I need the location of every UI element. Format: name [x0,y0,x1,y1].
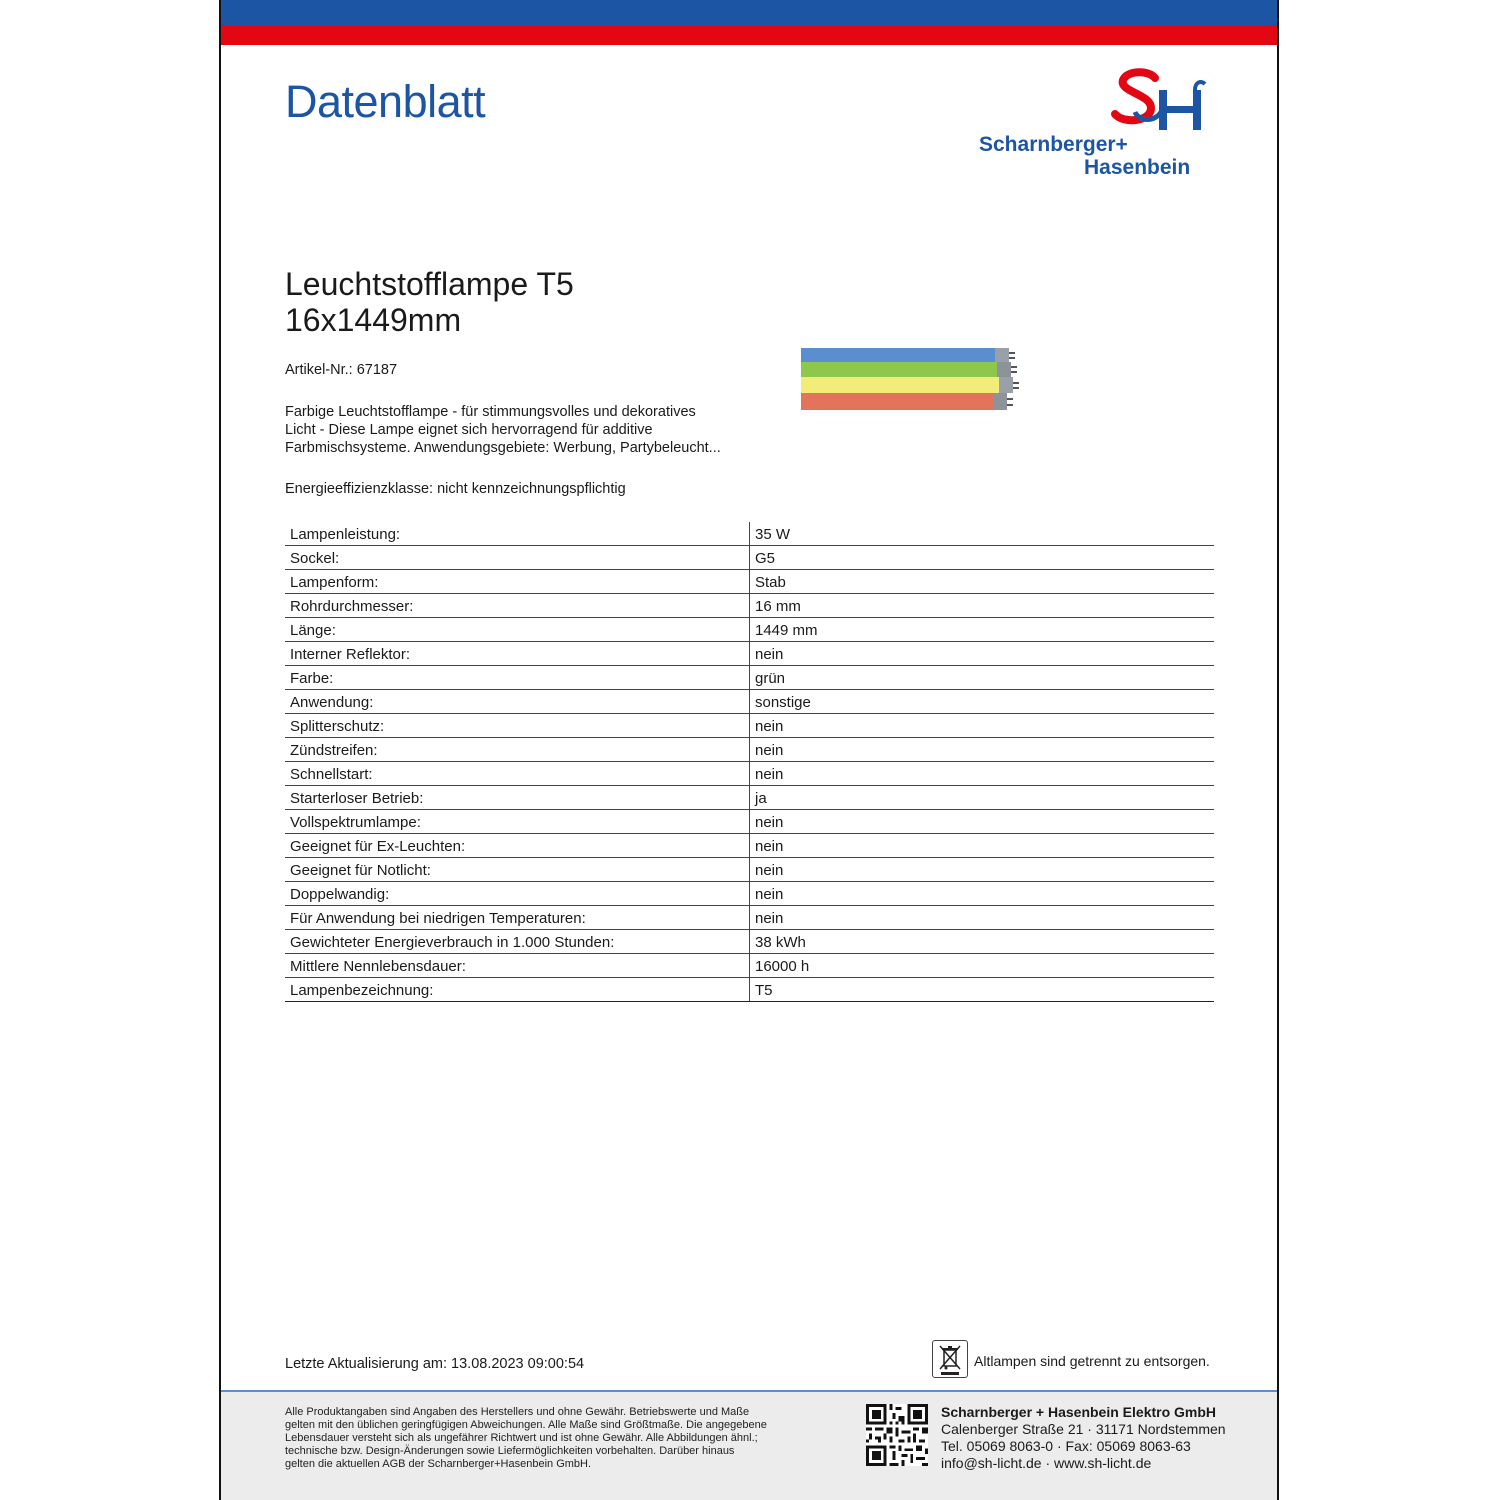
spec-row [285,762,1214,786]
spec-value: nein [750,642,1215,666]
datasheet-page [219,0,1279,1500]
spec-key: Farbe: [285,666,750,690]
spec-value: nein [750,906,1215,930]
company-phone: Tel. 05069 8063-0 · Fax: 05069 8063-63 [941,1438,1191,1454]
spec-value: nein [750,882,1215,906]
spec-row [285,594,1214,618]
disclaimer-line: Lebensdauer versteht sich als ungefährer Richtwert und ist ohne Gewähr. Alle Abbildungen ähnl.; [285,1432,758,1444]
spec-key: Vollspektrumlampe: [285,810,750,834]
disclaimer-line: gelten die aktuellen AGB der Scharnberger+Hasenbein GmbH. [285,1458,592,1470]
article-number: Artikel-Nr.: 67187 [285,362,398,378]
header-stripe-blue [221,0,1277,25]
document-title: Datenblatt [285,76,486,127]
company-address: Calenberger Straße 21 · 31171 Nordstemmen [941,1421,1226,1437]
spec-value: ja [750,786,1215,810]
spec-key: Länge: [285,618,750,642]
spec-row [285,834,1214,858]
company-logo [979,68,1219,184]
spec-row [285,738,1214,762]
spec-value: 1449 mm [750,618,1215,642]
logo-text-line2: Hasenbein [1084,156,1191,179]
disclaimer-line: gelten mit den üblichen geringfügigen Abweichungen. Alle Maße sind Größtmaße. Die angegebene [285,1419,767,1431]
product-title-line2: 16x1449mm [285,302,462,338]
spec-key: Zündstreifen: [285,738,750,762]
product-title-line1: Leuchtstofflampe T5 [285,266,574,302]
spec-row [285,978,1214,1002]
spec-key: Geeignet für Notlicht: [285,858,750,882]
product-title [285,266,574,338]
spec-row [285,810,1214,834]
description-line: Licht - Diese Lampe eignet sich hervorragend für additive [285,422,653,438]
legal-disclaimer [285,1406,845,1471]
spec-value: Stab [750,570,1215,594]
spec-row [285,642,1214,666]
spec-value: nein [750,834,1215,858]
qr-code-icon[interactable] [866,1404,928,1466]
spec-value: sonstige [750,690,1215,714]
specifications-table [285,522,1214,1002]
spec-key: Für Anwendung bei niedrigen Temperaturen: [285,906,750,930]
spec-key: Sockel: [285,546,750,570]
spec-value: 38 kWh [750,930,1215,954]
spec-key: Schnellstart: [285,762,750,786]
disclaimer-line: Alle Produktangaben sind Angaben des Herstellers und ohne Gewähr. Betriebswerte und Maße [285,1406,750,1418]
spec-value: nein [750,738,1215,762]
spec-row [285,714,1214,738]
spec-value: nein [750,714,1215,738]
spec-value: nein [750,810,1215,834]
disposal-text: Altlampen sind getrennt zu entsorgen. [974,1353,1210,1369]
company-web[interactable]: info@sh-licht.de · www.sh-licht.de [941,1455,1152,1471]
page-footer [221,1390,1277,1500]
spec-row [285,666,1214,690]
product-description [285,403,785,457]
spec-row [285,522,1214,546]
spec-value: nein [750,762,1215,786]
description-line: Farbmischsysteme. Anwendungsgebiete: Werbung, Partybeleucht... [285,440,721,456]
spec-key: Geeignet für Ex-Leuchten: [285,834,750,858]
spec-value: nein [750,858,1215,882]
spec-key: Gewichteter Energieverbrauch in 1.000 Stunden: [285,930,750,954]
spec-row [285,786,1214,810]
last-updated: Letzte Aktualisierung am: 13.08.2023 09:00:54 [285,1356,585,1372]
spec-value: 35 W [750,522,1215,546]
spec-key: Lampenbezeichnung: [285,978,750,1002]
spec-value: grün [750,666,1215,690]
spec-row [285,570,1214,594]
spec-key: Interner Reflektor: [285,642,750,666]
spec-row [285,930,1214,954]
sh-logo-mark-icon [1109,68,1209,134]
spec-row [285,954,1214,978]
spec-key: Doppelwandig: [285,882,750,906]
spec-key: Lampenleistung: [285,522,750,546]
spec-key: Starterloser Betrieb: [285,786,750,810]
spec-key: Anwendung: [285,690,750,714]
spec-value: 16000 h [750,954,1215,978]
spec-row [285,858,1214,882]
spec-row [285,906,1214,930]
spec-row [285,690,1214,714]
lamp-tubes-image [801,344,1026,414]
spec-key: Mittlere Nennlebensdauer: [285,954,750,978]
spec-value: G5 [750,546,1215,570]
spec-row [285,546,1214,570]
disclaimer-line: technische bzw. Design-Änderungen sowie Liefermöglichkeiten vorbehalten. Darüber hinaus [285,1445,735,1457]
spec-value: 16 mm [750,594,1215,618]
company-name: Scharnberger + Hasenbein Elektro GmbH [941,1404,1217,1420]
energy-efficiency-class: Energieeffizienzklasse: nicht kennzeichnungspflichtig [285,481,626,497]
logo-text-line1: Scharnberger+ [979,133,1128,156]
spec-row [285,618,1214,642]
spec-key: Rohrdurchmesser: [285,594,750,618]
description-line: Farbige Leuchtstofflampe - für stimmungsvolles und dekoratives [285,404,696,420]
spec-row [285,882,1214,906]
header-stripe-red [221,25,1277,45]
spec-key: Splitterschutz: [285,714,750,738]
company-contact [941,1404,1226,1472]
crossed-out-bin-icon [932,1340,968,1378]
spec-key: Lampenform: [285,570,750,594]
spec-value: T5 [750,978,1215,1002]
